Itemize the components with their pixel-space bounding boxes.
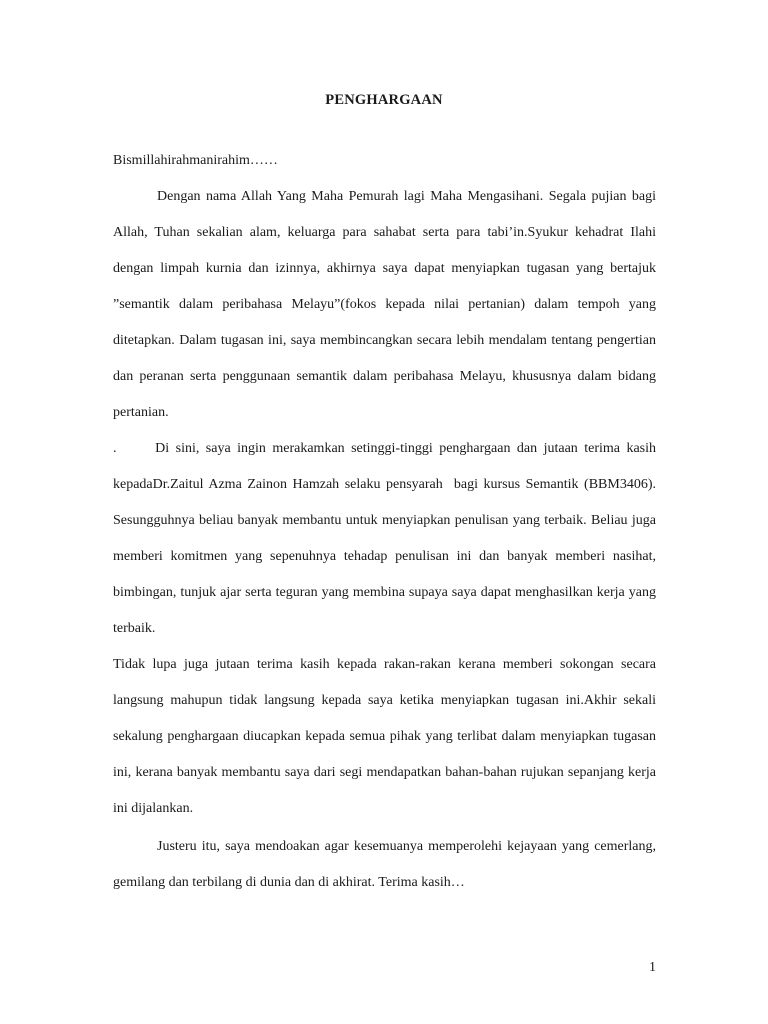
- paragraph-thanks-lecturer: . Di sini, saya ingin merakamkan setinggi-tinggi penghargaan dan jutaan terima kasih kepadaDr.Zaitul Azma Zainon Hamzah selaku pensyarah bagi kursus Semantik (BBM3406). Sesungguhnya beliau banyak membantu untuk menyiapkan penulisan yang terbaik. Beliau juga memberi komitmen yang sepenuhnya tehadap penulisan ini dan banyak memberi nasihat, bimbingan, tunjuk ajar serta teguran yang membina supaya saya dapat menghasilkan kerja yang terbaik.: [113, 441, 663, 636]
- document-body: [113, 143, 663, 901]
- paragraph-closing: Justeru itu, saya mendoakan agar kesemuanya memperolehi kejayaan yang cemerlang, gemilang dan terbilang di dunia dan di akhirat. Terima kasih…: [113, 839, 656, 890]
- paragraph-intro: Dengan nama Allah Yang Maha Pemurah lagi Maha Mengasihani. Segala pujian bagi Allah, Tuhan sekalian alam, keluarga para sahabat serta para tabi’in.Syukur kehadrat Ilahi dengan limpah kurnia dan izinnya, akhirnya saya dapat menyiapkan tugasan yang bertajuk ”semantik dalam peribahasa Melayu”(fokos kepada nilai pertanian) dalam tempoh yang ditetapkan. Dalam tugasan ini, saya membincangkan secara lebih mendalam tentang pengertian dan peranan serta penggunaan semantik dalam peribahasa Melayu, khususnya dalam bidang pertanian.: [113, 189, 656, 420]
- paragraph-thanks-friends: Tidak lupa juga jutaan terima kasih kepada rakan-rakan kerana memberi sokongan secara langsung mahupun tidak langsung kepada saya ketika menyiapkan tugasan ini.Akhir sekali sekalung penghargaan diucapkan kepada semua pihak yang terlibat dalam menyiapkan tugasan ini, kerana banyak membantu saya dari segi mendapatkan bahan-bahan rujukan sepanjang kerja ini dijalankan.: [113, 657, 656, 816]
- greeting-line: Bismillahirahmanirahim……: [113, 153, 278, 168]
- page-title: PENGHARGAAN: [325, 92, 443, 108]
- page-number: 1: [649, 960, 656, 975]
